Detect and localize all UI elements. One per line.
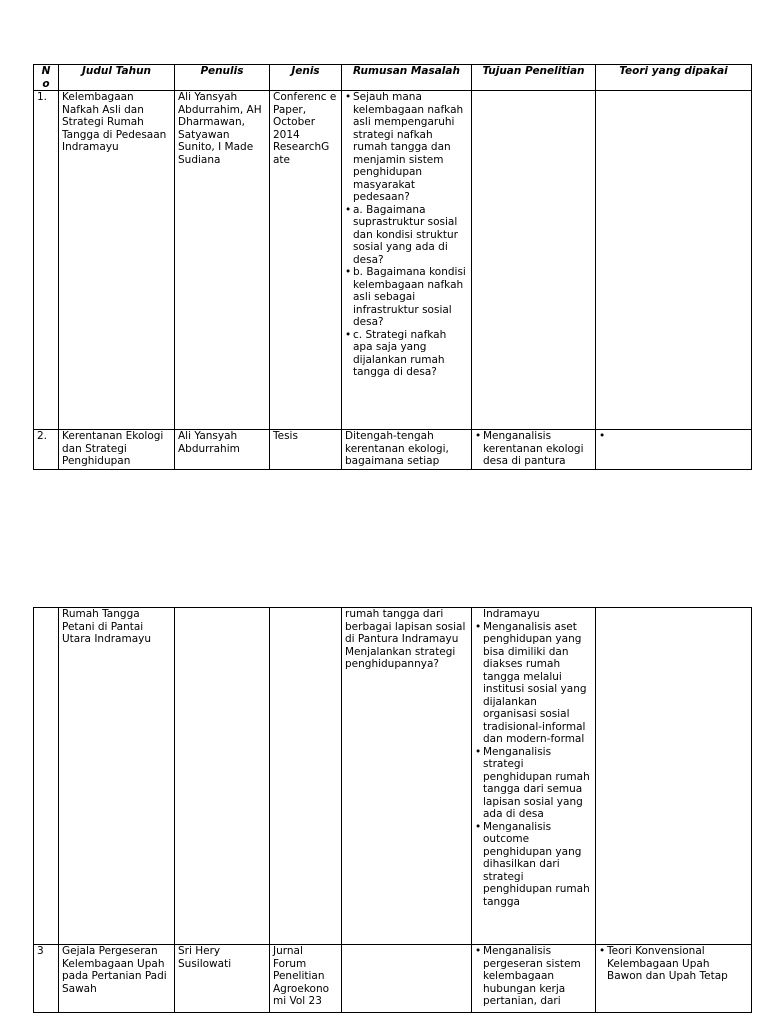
row1-tujuan (472, 91, 596, 430)
header-penulis: Penulis (175, 65, 270, 91)
tujuan-list (475, 945, 592, 1008)
rumusan-item: • b. Bagaimana kondisi kelembagaan nafkah asli sebagai infrastruktur sosial desa? (345, 266, 468, 329)
row2-rumusan: Ditengah-tengah kerentanan ekologi, bagaimana setiap (342, 430, 472, 470)
rumusan-item: • a. Bagaimana suprastruktur sosial dan kondisi struktur sosial yang ada di desa? (345, 204, 468, 267)
row3-judul: Gejala Pergeseran Kelembagaan Upah pada Pertanian Padi Sawah (59, 945, 175, 1013)
row2cont-judul: Rumah Tangga Petani di Pantai Utara Indramayu (59, 608, 175, 945)
tujuan-item: • Menganalisis kerentanan ekologi desa di pantura (475, 430, 592, 468)
table-row (34, 945, 752, 1013)
tujuan-item: • Menganalisis strategi penghidupan rumah tangga dari semua lapisan sosial yang ada di desa (475, 746, 592, 821)
row3-no: 3 (34, 945, 59, 1013)
row2-teori (596, 430, 752, 470)
tujuan-lead: Indramayu (483, 608, 540, 620)
tujuan-list (475, 430, 592, 468)
row1-no: 1. (34, 91, 59, 430)
row2cont-penulis (175, 608, 270, 945)
row2cont-jenis (270, 608, 342, 945)
table-header-row (34, 65, 752, 91)
row2-penulis: Ali Yansyah Abdurrahim (175, 430, 270, 470)
rumusan-item: • c. Strategi nafkah apa saja yang dijalankan rumah tangga di desa? (345, 329, 468, 379)
table-row (34, 430, 752, 470)
literature-table-page2 (33, 607, 752, 1013)
row3-rumusan (342, 945, 472, 1013)
tujuan-item: • Menganalisis aset penghidupan yang bisa dimiliki dan diakses rumah tangga melalui institusi sosial yang dijalankan organisasi sosial tradisional-informal dan modern-formal (475, 621, 592, 746)
row2cont-teori (596, 608, 752, 945)
row3-teori (596, 945, 752, 1013)
row2-tujuan (472, 430, 596, 470)
header-judul: Judul Tahun (59, 65, 175, 91)
row1-penulis: Ali Yansyah Abdurrahim, AH Dharmawan, Satyawan Sunito, I Made Sudiana (175, 91, 270, 430)
row2cont-tujuan (472, 608, 596, 945)
teori-list (599, 945, 748, 983)
tujuan-item: • Menganalisis outcome penghidupan yang dihasilkan dari strategi penghidupan rumah tangga (475, 821, 592, 909)
header-tujuan: Tujuan Penelitian (472, 65, 596, 91)
header-rumusan: Rumusan Masalah (342, 65, 472, 91)
row1-judul: Kelembagaan Nafkah Asli dan Strategi Rumah Tangga di Pedesaan Indramayu (59, 91, 175, 430)
tujuan-list (475, 621, 592, 909)
table-row (34, 608, 752, 945)
header-teori: Teori yang dipakai (596, 65, 752, 91)
row2cont-rumusan: rumah tangga dari berbagai lapisan sosial di Pantura Indramayu Menjalankan strategi penghidupannya? (342, 608, 472, 945)
teori-item: • Teori Konvensional Kelembagaan Upah Bawon dan Upah Tetap (599, 945, 748, 983)
row1-jenis: Conferenc e Paper, October 2014 ResearchG ate (270, 91, 342, 430)
row2-no: 2. (34, 430, 59, 470)
literature-table-page1 (33, 64, 752, 470)
row2-judul: Kerentanan Ekologi dan Strategi Penghidupan (59, 430, 175, 470)
header-jenis: Jenis (270, 65, 342, 91)
table-row (34, 91, 752, 430)
rumusan-item: • Sejauh mana kelembagaan nafkah asli mempengaruhi strategi nafkah rumah tangga dan menjamin sistem penghidupan masyarakat pedesaan? (345, 91, 468, 204)
row1-teori (596, 91, 752, 430)
header-no: N o (34, 65, 59, 91)
tujuan-item: • Menganalisis pergeseran sistem kelembagaan hubungan kerja pertanian, dari (475, 945, 592, 1008)
row3-jenis: Jurnal Forum Penelitian Agroekono mi Vol 23 (270, 945, 342, 1013)
row1-rumusan (342, 91, 472, 430)
row2-jenis: Tesis (270, 430, 342, 470)
row2cont-no (34, 608, 59, 945)
rumusan-list (345, 91, 468, 379)
row3-tujuan (472, 945, 596, 1013)
row3-penulis: Sri Hery Susilowati (175, 945, 270, 1013)
